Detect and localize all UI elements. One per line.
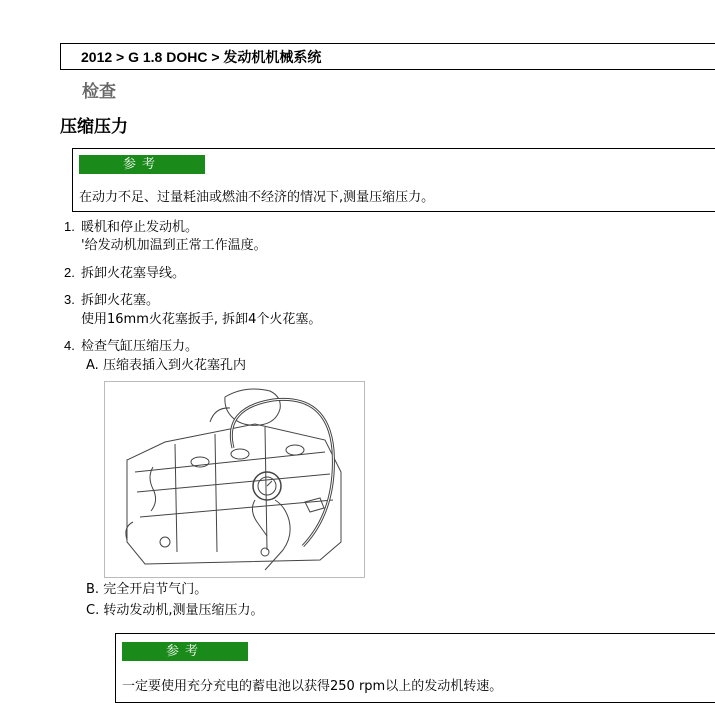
step-text: 检查气缸压缩压力。 (81, 339, 199, 354)
note-text: 在动力不足、过量耗油或燃油不经济的情况下,测量压缩压力。 (79, 190, 435, 205)
compression-gauge-illustration (104, 381, 365, 578)
substep-label: A. (86, 358, 99, 373)
substep-label: C. (86, 603, 100, 618)
note-box (72, 148, 715, 212)
note-text: 一定要使用充分充电的蓄电池以获得250 rpm以上的发动机转速。 (122, 679, 503, 694)
substep-a (86, 357, 246, 375)
substep-b (86, 581, 207, 599)
substep-text: 完全开启节气门。 (103, 582, 208, 597)
step-3 (64, 291, 159, 310)
note-badge: 参考 (79, 155, 205, 174)
note-badge: 参考 (122, 642, 248, 661)
note-box (115, 633, 715, 703)
substep-label: B. (86, 582, 100, 597)
section-title: 检查 (82, 82, 116, 102)
step-number: 1. (64, 219, 75, 234)
substep-c (86, 602, 264, 620)
breadcrumb: 2012 > G 1.8 DOHC > 发动机机械系统 (60, 43, 715, 70)
engine-illustration (105, 382, 364, 577)
substep-text: 转动发动机,测量压缩压力。 (103, 603, 264, 618)
step-1-detail: '给发动机加温到正常工作温度。 (81, 238, 267, 253)
step-text: 拆卸火花塞。 (81, 293, 160, 308)
step-number: 2. (64, 265, 75, 280)
step-3-detail: 使用16mm火花塞扳手, 拆卸4个火花塞。 (81, 312, 322, 327)
step-number: 3. (64, 292, 75, 307)
step-1 (64, 218, 198, 237)
step-4 (64, 337, 198, 356)
step-2 (64, 264, 185, 283)
step-text: 拆卸火花塞导线。 (81, 266, 186, 281)
step-text: 暖机和停止发动机。 (81, 220, 199, 235)
step-number: 4. (64, 338, 75, 353)
substep-text: 压缩表插入到火花塞孔内 (102, 358, 246, 373)
page-title: 压缩压力 (60, 117, 128, 137)
